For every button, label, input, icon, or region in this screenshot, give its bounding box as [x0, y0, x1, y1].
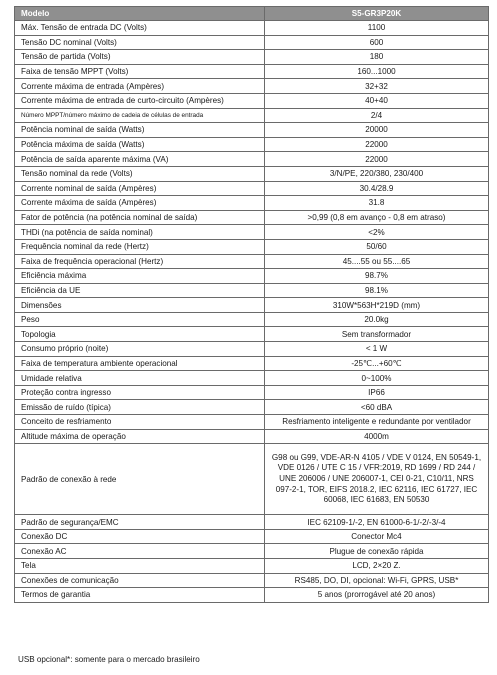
spec-value: 20000 [265, 123, 489, 138]
table-row [15, 544, 489, 559]
table-row [15, 444, 489, 515]
table-row [15, 21, 489, 36]
spec-label: Fator de potência (na potência nominal de saída) [15, 210, 265, 225]
table-row [15, 35, 489, 50]
spec-label: Tensão nominal da rede (Volts) [15, 166, 265, 181]
footnote: USB opcional*: somente para o mercado brasileiro [18, 655, 200, 664]
spec-label: Corrente máxima de entrada de curto-circuito (Ampères) [15, 93, 265, 108]
table-row [15, 123, 489, 138]
table-row [15, 342, 489, 357]
table-row [15, 254, 489, 269]
table-row [15, 356, 489, 371]
spec-value: 40+40 [265, 93, 489, 108]
spec-value: 31.8 [265, 196, 489, 211]
spec-label: Frequência nominal da rede (Hertz) [15, 239, 265, 254]
spec-value: 50/60 [265, 239, 489, 254]
spec-value: 20.0kg [265, 312, 489, 327]
spec-value: 98.1% [265, 283, 489, 298]
table-row [15, 196, 489, 211]
table-row [15, 269, 489, 284]
spec-value: 30.4/28.9 [265, 181, 489, 196]
spec-label: Corrente nominal de saída (Ampères) [15, 181, 265, 196]
spec-label: Topologia [15, 327, 265, 342]
table-row [15, 210, 489, 225]
spec-label: Tensão DC nominal (Volts) [15, 35, 265, 50]
spec-value: LCD, 2×20 Z. [265, 559, 489, 574]
spec-value: IP66 [265, 385, 489, 400]
spec-value: 98.7% [265, 269, 489, 284]
table-row [15, 371, 489, 386]
header-label: Modelo [15, 7, 265, 21]
table-row [15, 298, 489, 313]
spec-label: Conexão AC [15, 544, 265, 559]
spec-label: Emissão de ruído (típica) [15, 400, 265, 415]
table-row [15, 137, 489, 152]
spec-label: Consumo próprio (noite) [15, 342, 265, 357]
spec-value: G98 ou G99, VDE-AR-N 4105 / VDE V 0124, EN 50549-1, VDE 0126 / UTE C 15 / VFR:2019, RD 1699 / RD 244 / UNE 206006 / UNE 206007-1, CEI 0-21, C10/11, NRS 097-2-1, TOR, EIFS 2018.2, IEC 62116, IEC 61727, IEC 60068, IEC 61683, EN 50530 [265, 444, 489, 515]
spec-label: Máx. Tensão de entrada DC (Volts) [15, 21, 265, 36]
table-row [15, 573, 489, 588]
table-row [15, 415, 489, 430]
header-model: S5-GR3P20K [265, 7, 489, 21]
spec-label: Potência máxima de saída (Watts) [15, 137, 265, 152]
spec-label: Conceito de resfriamento [15, 415, 265, 430]
spec-value: Resfriamento inteligente e redundante por ventilador [265, 415, 489, 430]
spec-value: Plugue de conexão rápida [265, 544, 489, 559]
spec-value: Sem transformador [265, 327, 489, 342]
spec-value: < 1 W [265, 342, 489, 357]
table-row [15, 181, 489, 196]
spec-value: 310W*563H*219D (mm) [265, 298, 489, 313]
table-row [15, 166, 489, 181]
spec-label: Potência de saída aparente máxima (VA) [15, 152, 265, 167]
spec-value: 22000 [265, 152, 489, 167]
spec-label: Número MPPT/número máximo de cadeia de células de entrada [15, 108, 265, 123]
spec-value: Conector Mc4 [265, 529, 489, 544]
spec-value: 1100 [265, 21, 489, 36]
table-row [15, 64, 489, 79]
spec-label: Tensão de partida (Volts) [15, 50, 265, 65]
table-row [15, 429, 489, 444]
table-row [15, 283, 489, 298]
spec-value: 0~100% [265, 371, 489, 386]
spec-label: Eficiência máxima [15, 269, 265, 284]
spec-value: 32+32 [265, 79, 489, 94]
table-row [15, 93, 489, 108]
table-row [15, 239, 489, 254]
spec-value: 2/4 [265, 108, 489, 123]
spec-value: 160...1000 [265, 64, 489, 79]
spec-label: Potência nominal de saída (Watts) [15, 123, 265, 138]
spec-value: <60 dBA [265, 400, 489, 415]
spec-label: Proteção contra ingresso [15, 385, 265, 400]
spec-label: Faixa de tensão MPPT (Volts) [15, 64, 265, 79]
spec-label: Conexões de comunicação [15, 573, 265, 588]
spec-value: RS485, DO, DI, opcional: Wi-Fi, GPRS, USB* [265, 573, 489, 588]
table-header-row [15, 7, 489, 21]
table-row [15, 515, 489, 530]
spec-value: 180 [265, 50, 489, 65]
spec-label: Umidade relativa [15, 371, 265, 386]
table-row [15, 385, 489, 400]
spec-value: 3/N/PE, 220/380, 230/400 [265, 166, 489, 181]
spec-label: Padrão de conexão à rede [15, 444, 265, 515]
table-row [15, 312, 489, 327]
spec-label: Faixa de temperatura ambiente operacional [15, 356, 265, 371]
spec-label: Altitude máxima de operação [15, 429, 265, 444]
spec-label: THDi (na potência de saída nominal) [15, 225, 265, 240]
spec-value: 22000 [265, 137, 489, 152]
spec-value: 600 [265, 35, 489, 50]
spec-label: Faixa de frequência operacional (Hertz) [15, 254, 265, 269]
table-row [15, 588, 489, 603]
spec-value: <2% [265, 225, 489, 240]
table-row [15, 400, 489, 415]
table-row [15, 50, 489, 65]
table-row [15, 327, 489, 342]
spec-label: Peso [15, 312, 265, 327]
spec-table [14, 6, 489, 603]
spec-value: -25℃...+60℃ [265, 356, 489, 371]
spec-label: Dimensões [15, 298, 265, 313]
spec-label: Conexão DC [15, 529, 265, 544]
spec-label: Termos de garantia [15, 588, 265, 603]
spec-value: IEC 62109-1/-2, EN 61000-6-1/-2/-3/-4 [265, 515, 489, 530]
table-row [15, 108, 489, 123]
spec-value: 5 anos (prorrogável até 20 anos) [265, 588, 489, 603]
table-row [15, 79, 489, 94]
spec-label: Tela [15, 559, 265, 574]
spec-value: 4000m [265, 429, 489, 444]
table-row [15, 152, 489, 167]
spec-label: Padrão de segurança/EMC [15, 515, 265, 530]
table-row [15, 225, 489, 240]
spec-value: 45....55 ou 55....65 [265, 254, 489, 269]
table-row [15, 559, 489, 574]
spec-label: Corrente máxima de saída (Ampères) [15, 196, 265, 211]
spec-label: Corrente máxima de entrada (Ampères) [15, 79, 265, 94]
spec-value: >0,99 (0,8 em avanço - 0,8 em atraso) [265, 210, 489, 225]
spec-label: Eficiência da UE [15, 283, 265, 298]
table-row [15, 529, 489, 544]
